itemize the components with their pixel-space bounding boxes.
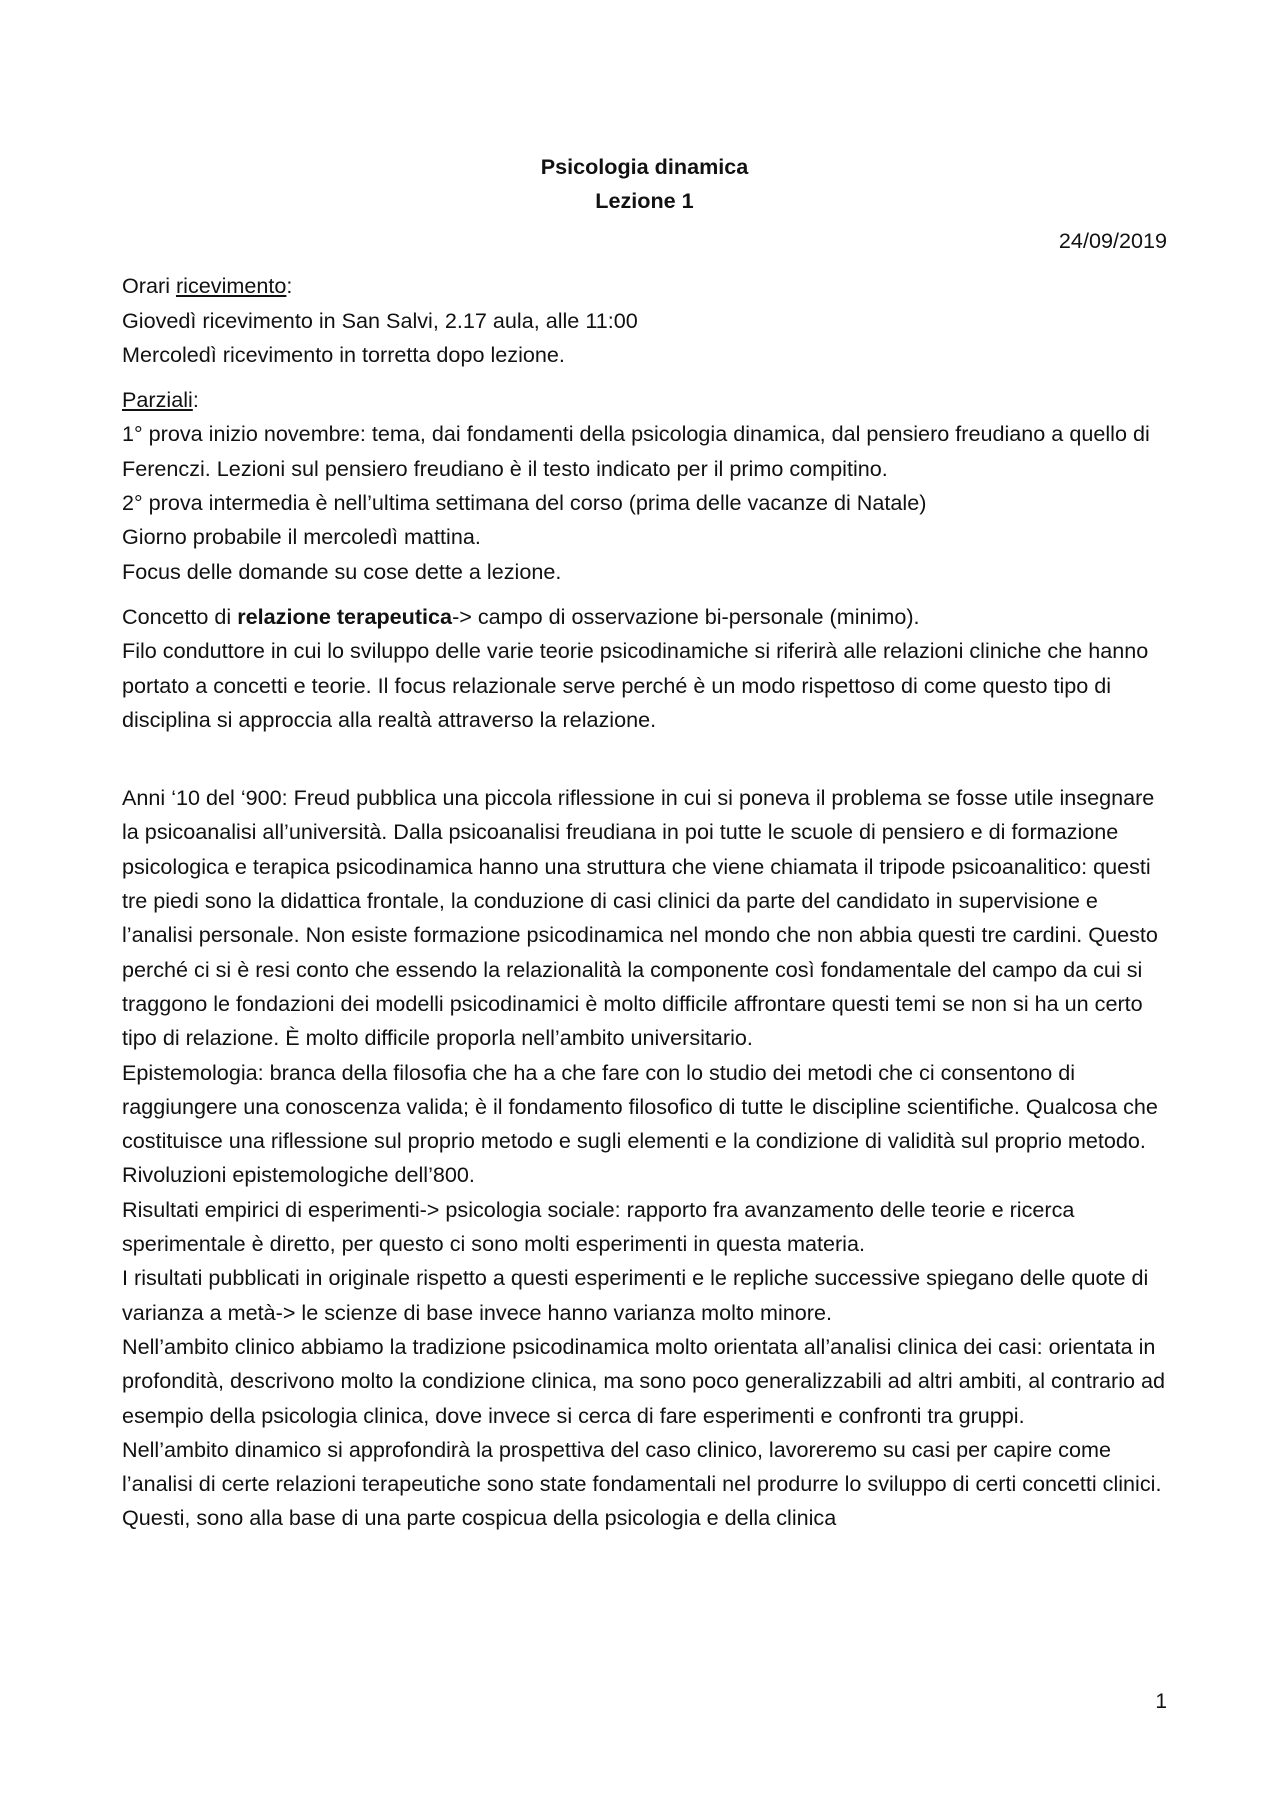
body-paragraph: Risultati empirici di esperimenti-> psicologia sociale: rapporto fra avanzamento delle teorie e ricerca sperimentale è diretto, per questo ci sono molti esperimenti in questa materia. xyxy=(122,1196,1075,1257)
concept-keyword: relazione terapeutica xyxy=(237,603,453,629)
concept-prefix: Concetto di xyxy=(122,603,238,629)
office-hours-section xyxy=(122,269,1167,372)
concept-suffix: -> campo di osservazione bi-personale (minimo). xyxy=(452,603,920,629)
body-paragraph: Nell’ambito dinamico si approfondirà la prospettiva del caso clinico, lavoreremo su casi per capire come l’analisi di certe relazioni terapeutiche sono state fondamentali nel produrre lo sviluppo di certi concetti clinici. Questi, sono alla base di una parte cospicua della psicologia e della clinica xyxy=(122,1436,1162,1531)
partial-exams-label-suffix: : xyxy=(192,387,199,413)
lesson-title: Lezione 1 xyxy=(595,188,694,213)
partial-exams-line: 1° prova inizio novembre: tema, dai fondamenti della psicologia dinamica, dal pensiero freudiano a quello di Ferenczi. Lezioni sul pensiero freudiano è il testo indicato per il primo compitino. xyxy=(122,421,1150,481)
main-text-section xyxy=(122,781,1167,1536)
partial-exams-section xyxy=(122,383,1167,589)
document-page xyxy=(122,150,1167,1536)
partial-exams-line: Focus delle domande su cose dette a lezione. xyxy=(122,558,562,584)
body-paragraph: Nell’ambito clinico abbiamo la tradizione psicodinamica molto orientata all’analisi clinica dei casi: orientata in profondità, descrivono molto la condizione clinica, ma sono poco generalizzabili ad altri ambiti, al contrario ad esempio della psicologia clinica, dove invece si cerca di fare esperimenti e confronti tra gruppi. xyxy=(122,1333,1166,1428)
therapeutic-relationship-section xyxy=(122,600,1167,737)
partial-exams-label: Parziali xyxy=(122,387,193,413)
body-paragraph: I risultati pubblicati in originale rispetto a questi esperimenti e le repliche successive spiegano delle quote di varianza a metà-> le scienze di base invece hanno varianza molto minore. xyxy=(122,1265,1149,1325)
lesson-date: 24/09/2019 xyxy=(1058,228,1167,253)
partial-exams-line: Giorno probabile il mercoledì mattina. xyxy=(122,524,481,550)
office-hours-heading xyxy=(122,269,1167,303)
blank-line xyxy=(122,748,1167,781)
document-title: Psicologia dinamica xyxy=(540,154,749,179)
body-paragraph: Anni ‘10 del ‘900: Freud pubblica una piccola riflessione in cui si poneva il problema se fosse utile insegnare la psicoanalisi all’università. Dalla psicoanalisi freudiana in poi tutte le scuole di pensiero e di formazione psicologica e terapica psicodinamica hanno una struttura che viene chiamata il tripode psicoanalitico: questi tre piedi sono la didattica frontale, la conduzione di casi clinici da parte del candidato in supervisione e l’analisi personale. Non esiste formazione psicodinamica nel mondo che non abbia questi tre cardini. Questo perché ci si è resi conto che essendo la relazionalità la componente così fondamentale del campo da cui si traggono le fondazioni dei modelli psicodinamici è molto difficile affrontare questi temi se non si ha un certo tipo di relazione. È molto difficile proporla nell’ambito universitario. xyxy=(122,785,1158,1051)
office-hours-label-suffix: : xyxy=(286,273,293,299)
office-hours-label-prefix: Orari xyxy=(122,273,176,299)
office-hours-line: Giovedì ricevimento in San Salvi, 2.17 aula, alle 11:00 xyxy=(122,307,638,333)
page-number: 1 xyxy=(1155,1690,1167,1713)
concept-body: Filo conduttore in cui lo sviluppo delle varie teorie psicodinamiche si riferirà alle relazioni cliniche che hanno portato a concetti e teorie. Il focus relazionale serve perché è un modo rispettoso di come questo tipo di disciplina si approccia alla realtà attraverso la relazione. xyxy=(122,638,1149,732)
body-paragraph: Rivoluzioni epistemologiche dell’800. xyxy=(122,1162,475,1188)
body-paragraph: Epistemologia: branca della filosofia che ha a che fare con lo studio dei metodi che ci consentono di raggiungere una conoscenza valida; è il fondamento filosofico di tutte le discipline scientifiche. Qualcosa che costituisce una riflessione sul proprio metodo e sugli elementi e la condizione di validità sul proprio metodo. xyxy=(122,1059,1158,1154)
partial-exams-line: 2° prova intermedia è nell’ultima settimana del corso (prima delle vacanze di Natale) xyxy=(122,490,927,516)
office-hours-label: ricevimento xyxy=(175,273,287,299)
partial-exams-heading xyxy=(122,383,1167,417)
concept-line xyxy=(122,600,1167,634)
office-hours-line: Mercoledì ricevimento in torretta dopo lezione. xyxy=(122,341,565,367)
